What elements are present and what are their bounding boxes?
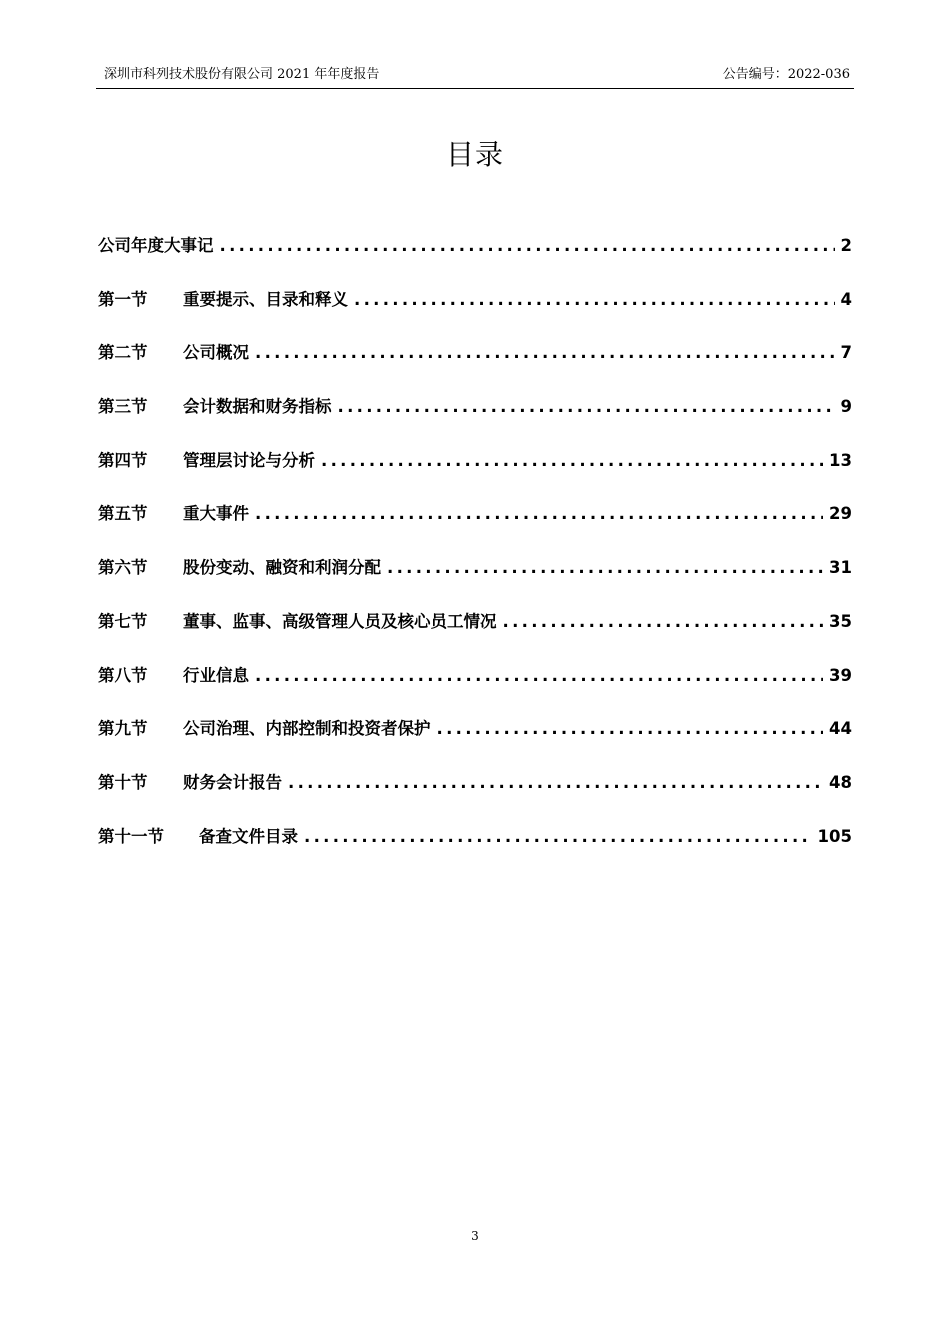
toc-item-section: 第七节 [98, 611, 148, 631]
toc-leader-dots [387, 552, 823, 584]
toc-item-title: 公司年度大事记 [98, 236, 214, 255]
toc-leader-dots [255, 498, 823, 530]
page-title: 目录 [445, 138, 504, 171]
toc-item-section: 第十节 [98, 772, 148, 792]
toc-leader-dots [503, 606, 824, 638]
toc-item-section-9[interactable] [98, 713, 852, 767]
toc-item-section: 第十一节 [98, 826, 164, 846]
toc-leader-dots [304, 821, 812, 853]
toc-item-section-10[interactable] [98, 767, 852, 821]
toc-leader-dots [321, 445, 823, 477]
report-title: 深圳市科列技术股份有限公司 2021 年年度报告 [104, 67, 380, 82]
toc-item-page: 29 [829, 504, 852, 524]
toc-item-section: 第一节 [98, 289, 148, 309]
toc-item-section: 第四节 [98, 450, 148, 470]
toc-item-page: 35 [829, 611, 852, 631]
page-header [96, 62, 854, 89]
toc-leader-dots [437, 713, 824, 745]
toc-item-page: 48 [829, 772, 852, 792]
toc-item-page: 39 [829, 665, 852, 685]
table-of-contents [98, 230, 852, 874]
toc-item-section: 第二节 [98, 343, 148, 363]
toc-item-title: 公司治理、内部控制和投资者保护 [183, 719, 431, 739]
toc-item-section-2[interactable] [98, 337, 852, 391]
toc-item-page: 7 [840, 343, 852, 363]
toc-item-page: 44 [829, 719, 852, 739]
toc-item-title: 备查文件目录 [199, 826, 298, 846]
toc-item-title: 董事、监事、高级管理人员及核心员工情况 [183, 611, 497, 631]
toc-item-section-4[interactable] [98, 445, 852, 499]
toc-leader-dots [220, 230, 835, 262]
toc-item-title: 重大事件 [183, 504, 249, 524]
page-number: 3 [471, 1229, 479, 1243]
toc-item-page: 4 [840, 289, 852, 309]
toc-leader-dots [288, 767, 823, 799]
toc-item-page: 13 [829, 450, 852, 470]
toc-item-title: 公司概况 [183, 343, 249, 363]
toc-item-title: 管理层讨论与分析 [183, 450, 315, 470]
toc-leader-dots [255, 337, 835, 369]
toc-item-section: 第五节 [98, 504, 148, 524]
toc-item-page: 2 [840, 236, 852, 255]
toc-item-page: 105 [817, 826, 852, 846]
toc-item-title: 股份变动、融资和利润分配 [183, 558, 381, 578]
toc-item-section: 第八节 [98, 665, 148, 685]
announcement-number: 公告编号：2022-036 [722, 67, 850, 82]
toc-item-title: 行业信息 [183, 665, 249, 685]
toc-item-title: 财务会计报告 [183, 772, 282, 792]
toc-item-section-5[interactable] [98, 498, 852, 552]
toc-item-title: 重要提示、目录和释义 [183, 289, 348, 309]
toc-item-page: 31 [829, 558, 852, 578]
toc-item-section-6[interactable] [98, 552, 852, 606]
toc-item-section-11[interactable] [98, 821, 852, 875]
toc-leader-dots [255, 660, 823, 692]
toc-item-page: 9 [840, 397, 852, 417]
toc-item-annual-events[interactable] [98, 230, 852, 284]
toc-leader-dots [354, 284, 835, 316]
toc-item-section: 第九节 [98, 719, 148, 739]
toc-item-section-1[interactable] [98, 284, 852, 338]
toc-item-title: 会计数据和财务指标 [183, 397, 332, 417]
toc-item-section-8[interactable] [98, 660, 852, 714]
toc-item-section-3[interactable] [98, 391, 852, 445]
toc-item-section: 第三节 [98, 397, 148, 417]
toc-item-section-7[interactable] [98, 606, 852, 660]
toc-leader-dots [338, 391, 835, 423]
toc-item-section: 第六节 [98, 558, 148, 578]
